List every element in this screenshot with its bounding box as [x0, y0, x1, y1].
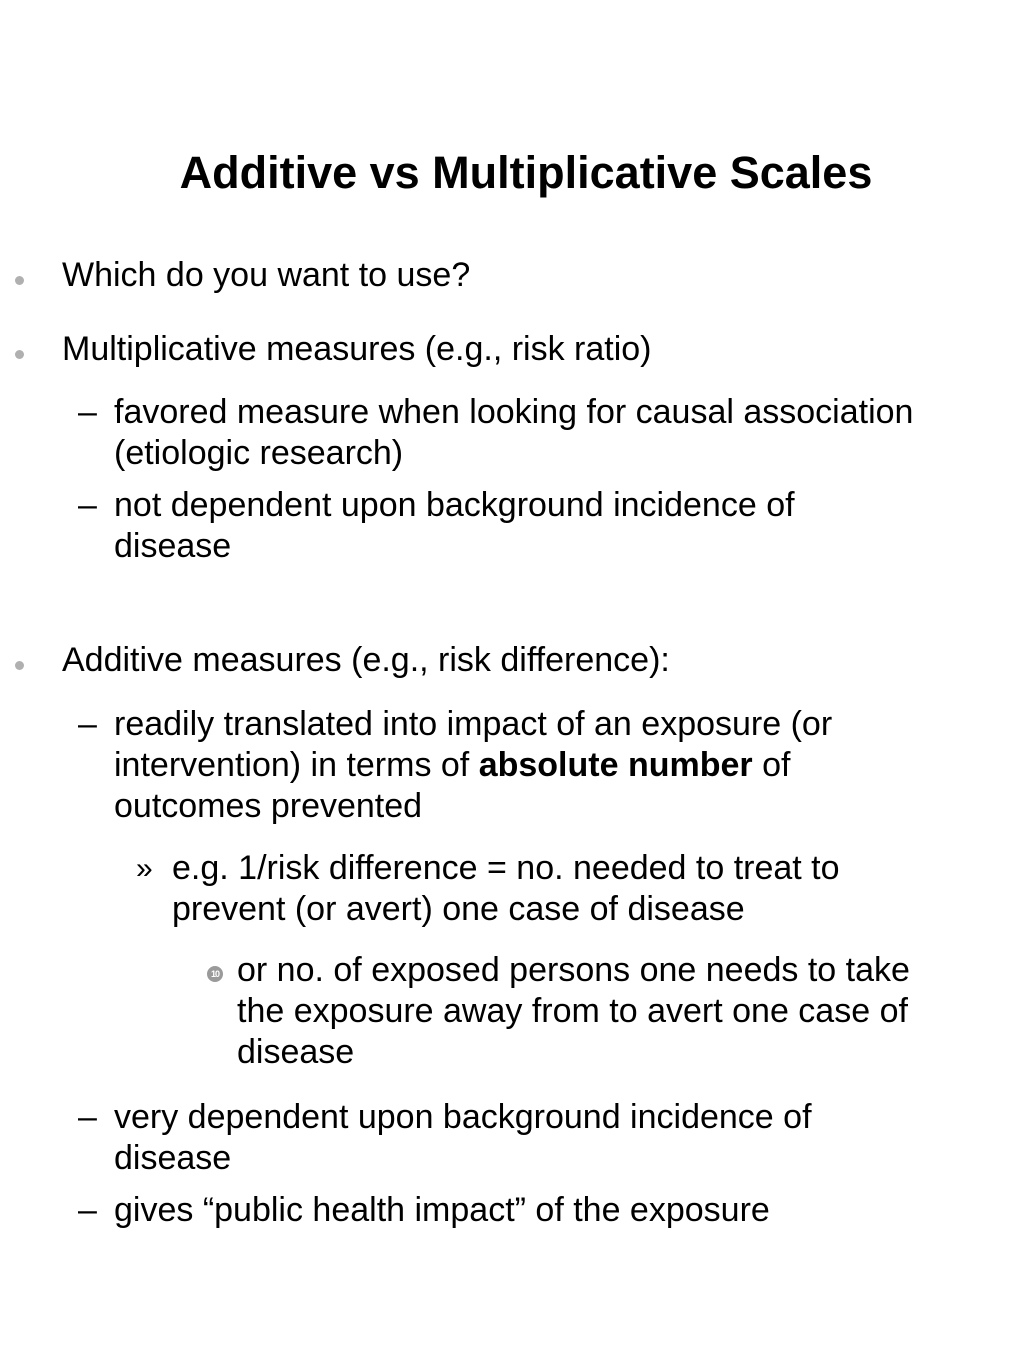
bullet-which: Which do you want to use? — [62, 256, 471, 294]
bullet-dot-icon — [15, 350, 24, 359]
sub-bullet-readily-line1: readily translated into impact of an exposure (or — [114, 705, 833, 743]
dash-marker: – — [78, 486, 97, 524]
level4-bullet-exposed — [237, 950, 910, 1073]
bullet-dot-icon — [15, 661, 24, 670]
sub-bullet-readily-line2 — [114, 745, 832, 786]
bullet-multiplicative: Multiplicative measures (e.g., risk ratio) — [62, 330, 652, 368]
circled-ten-icon: 10 — [207, 966, 223, 982]
sub-bullet-very-dependent-line2: disease — [114, 1139, 232, 1177]
dash-marker: – — [78, 705, 97, 743]
sub-bullet-readily-line2-c: of — [752, 746, 791, 784]
dash-marker: – — [78, 1098, 97, 1136]
sub-bullet-very-dependent-line1: very dependent upon background incidence of — [114, 1098, 812, 1136]
sub-bullet-very-dependent — [114, 1097, 812, 1179]
sub-bullet-not-dependent — [114, 485, 795, 567]
sub-bullet-readily — [114, 704, 832, 827]
sub-bullet-readily-line3: outcomes prevented — [114, 787, 423, 825]
sub-bullet-public-health: gives “public health impact” of the exposure — [114, 1191, 770, 1229]
sub-bullet-favored-line1: favored measure when looking for causal association — [114, 393, 914, 431]
bullet-additive: Additive measures (e.g., risk difference): — [62, 641, 670, 679]
slide-title: Additive vs Multiplicative Scales — [179, 147, 873, 198]
dash-marker: – — [78, 1191, 97, 1229]
sub-bullet-readily-line2-a: intervention) in terms of — [114, 746, 479, 784]
sub-bullet-favored-line2: (etiologic research) — [114, 434, 404, 472]
sub-bullet-not-dependent-line2: disease — [114, 527, 232, 565]
raquo-marker: » — [136, 852, 153, 885]
level4-bullet-exposed-line1: or no. of exposed persons one needs to take — [237, 951, 910, 989]
absolute-number-emphasis: absolute number — [478, 746, 753, 784]
sub-sub-bullet-eg-line1: e.g. 1/risk difference = no. needed to treat to — [172, 849, 840, 887]
sub-bullet-not-dependent-line1: not dependent upon background incidence of — [114, 486, 795, 524]
level4-bullet-exposed-line2: the exposure away from to avert one case of — [237, 992, 908, 1030]
sub-sub-bullet-eg — [172, 848, 840, 930]
bullet-dot-icon — [15, 276, 24, 285]
sub-sub-bullet-eg-line2: prevent (or avert) one case of disease — [172, 890, 745, 928]
level4-bullet-exposed-line3: disease — [237, 1033, 355, 1071]
dash-marker: – — [78, 393, 97, 431]
sub-bullet-favored — [114, 392, 913, 474]
